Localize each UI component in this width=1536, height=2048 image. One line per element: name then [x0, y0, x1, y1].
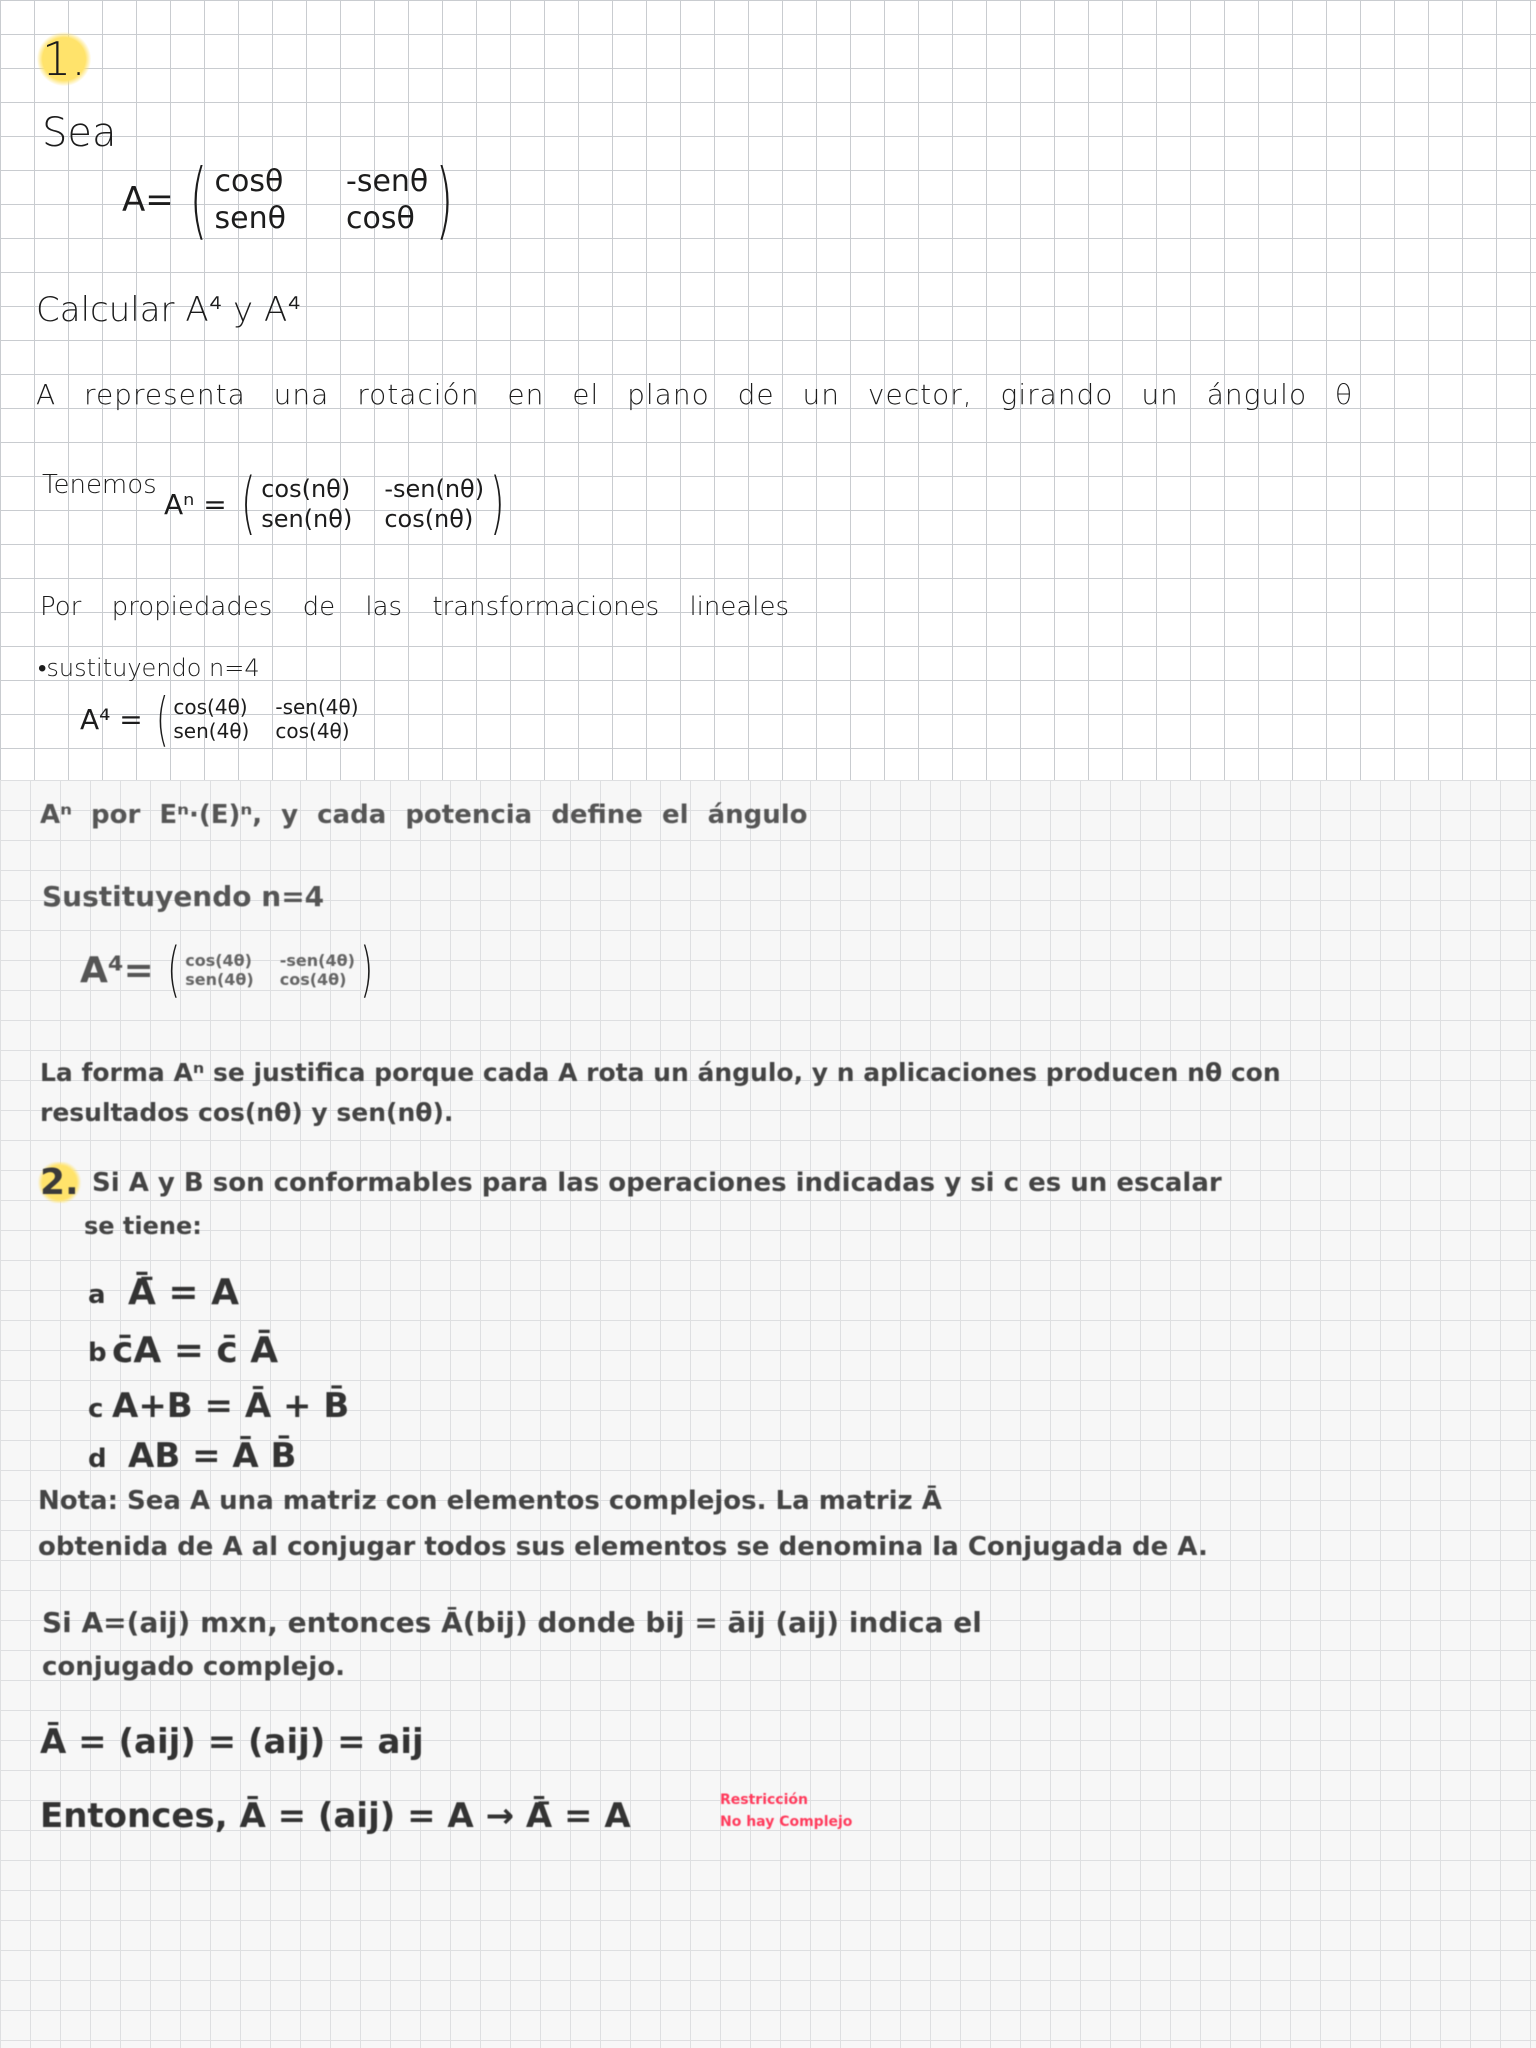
right-paren: )	[360, 935, 374, 1005]
matrix-a4-cell: -sen(4θ)	[275, 695, 359, 719]
nota-line-2: obtenida de A al conjugar todos sus elementos se denomina la Conjugada de A.	[38, 1532, 1208, 1562]
property-mark: a	[88, 1280, 106, 1310]
property-item: Ā̄ = A	[128, 1272, 239, 1313]
matrix-an-label: Aⁿ =	[164, 487, 227, 521]
continuation-sustituyendo: Sustituyendo n=4	[42, 880, 325, 913]
continuation-matrix	[80, 935, 378, 1005]
matrix-a4-label: A⁴ =	[80, 702, 143, 736]
left-paren: (	[240, 464, 256, 543]
property-mark: b	[88, 1338, 107, 1368]
right-paren: )	[490, 464, 505, 543]
continuation-line-2: La forma Aⁿ se justifica porque cada A rota un ángulo, y n aplicaciones producen nθ con	[40, 1058, 1281, 1087]
property-mark: c	[88, 1394, 104, 1424]
property-mark: d	[88, 1444, 107, 1474]
continuation-line-1: Aⁿ por Eⁿ·(E)ⁿ, y cada potencia define el ángulo	[40, 800, 808, 830]
sea-label: Sea	[42, 110, 117, 156]
matrix-a4-cell: cos(4θ)	[275, 719, 350, 743]
problem-number-1: 1.	[36, 32, 92, 86]
matrix-an-cell: cos(nθ)	[261, 475, 351, 503]
continuation-matrix-cell: sen(4θ)	[185, 970, 254, 989]
left-paren: (	[189, 151, 208, 249]
red-note-line-2: No hay Complejo	[720, 1814, 853, 1830]
propiedades-line: Por propiedades de las transformaciones lineales	[40, 592, 790, 622]
red-note-line-1: Restricción	[720, 1792, 808, 1808]
matrix-an	[164, 464, 511, 543]
matrix-a4-cell: cos(4θ)	[173, 695, 248, 719]
matrix-a-cell: cosθ	[346, 201, 415, 236]
tenemos-label: Tenemos	[42, 470, 157, 500]
left-paren: (	[167, 935, 180, 1005]
nota-line-1: Nota: Sea A una matriz con elementos complejos. La matriz Ā	[38, 1486, 942, 1516]
matrix-an-cell: sen(nθ)	[261, 505, 353, 533]
matrix-a4	[80, 685, 359, 753]
continuation-matrix-cell: -sen(4θ)	[279, 951, 355, 970]
calcular-line: Calcular A⁴ y A⁴	[36, 290, 301, 330]
property-item: AB = Ā B̄	[128, 1436, 297, 1476]
problem-number-2: 2.	[36, 1162, 83, 1203]
conjugate-equation: Ā = (aij) = (aij) = aij	[40, 1722, 424, 1762]
si-line-2: conjugado complejo.	[42, 1652, 346, 1682]
left-paren: (	[155, 685, 169, 753]
si-line-1: Si A=(aij) mxn, entonces Ā(bij) donde bij = āij (aij) indica el	[42, 1606, 982, 1639]
matrix-a-cell: cosθ	[214, 164, 284, 199]
continuation-matrix-cell: cos(4θ)	[185, 951, 252, 970]
property-item: A+B = Ā + B̄	[112, 1386, 350, 1426]
continuation-matrix-cell: cos(4θ)	[279, 970, 347, 989]
matrix-a4-cell: sen(4θ)	[173, 719, 250, 743]
matrix-an-cell: cos(nθ)	[384, 505, 474, 533]
continuation-line-3: resultados cos(nθ) y sen(nθ).	[40, 1098, 454, 1127]
sustituyendo-line: •sustituyendo n=4	[38, 654, 260, 682]
property-item: c̄A = c̄ Ā	[112, 1330, 279, 1371]
problem2-statement-2: se tiene:	[84, 1212, 202, 1240]
matrix-a	[122, 151, 461, 249]
continuation-matrix-label: A⁴=	[80, 949, 154, 991]
matrix-a-label: A=	[122, 180, 174, 220]
problem2-statement: Si A y B son conformables para las operaciones indicadas y si c es un escalar	[92, 1168, 1222, 1198]
right-paren: )	[435, 151, 454, 249]
rotation-statement: A representa una rotación en el plano de un vector, girando un ángulo θ	[36, 378, 1354, 411]
matrix-an-cell: -sen(nθ)	[384, 475, 485, 503]
matrix-a-cell: -senθ	[346, 164, 429, 199]
entonces-line: Entonces, Ā = (aij) = A → Ā̄ = A	[40, 1796, 631, 1836]
matrix-a-cell: senθ	[214, 201, 286, 236]
